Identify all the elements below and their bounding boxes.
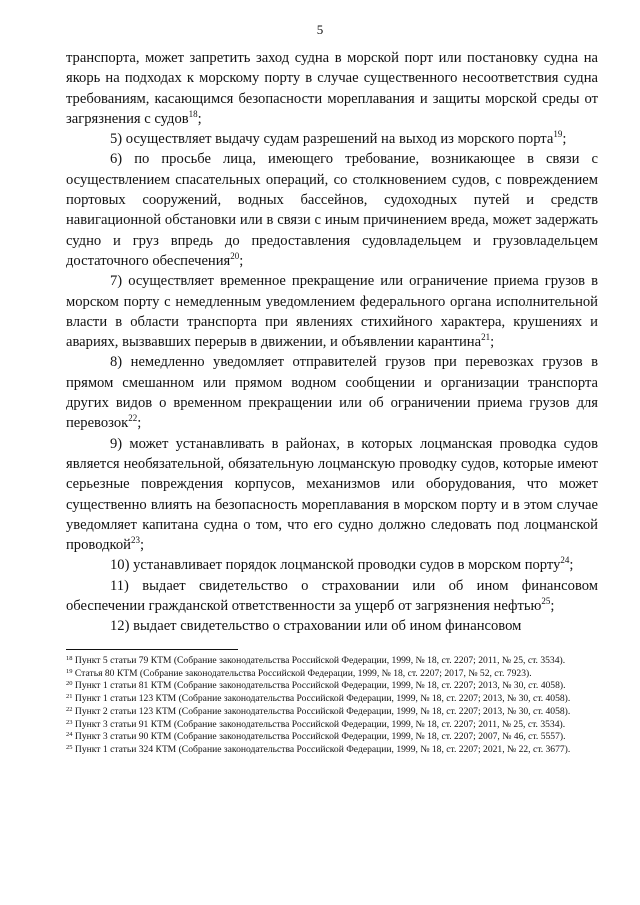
footnote: $^{23}$ Пункт 3 статьи 91 КТМ (Собрание законодательства Российской Федерации, 1999, № 18, ст. 2207; 2011, № 25, ст. 3534). bbox=[66, 718, 566, 730]
footnote-ref[interactable]: 18 bbox=[188, 108, 198, 119]
list-item: 11) выдает свидетельство о страховании или об ином финансовом обеспечении гражданской ответственности за ущерб от загрязнения нефтью$^{25}$; bbox=[66, 577, 598, 615]
footnote-ref[interactable]: 23 bbox=[130, 535, 140, 546]
footnote: $^{25}$ Пункт 1 статьи 324 КТМ (Собрание законодательства Российской Федерации, 1999, № 18, ст. 2207; 2021, № 22, ст. 3677). bbox=[66, 743, 571, 755]
paragraph-continuation: транспорта, может запретить заход судна в морской порт или постановку судна на якорь на подходах к морскому порту в случае существенного несоответствия судна требованиям, касающимся безопасности мореплавания и защиты морской среды от загрязнения с судов$^{18}$; bbox=[66, 50, 598, 127]
page-number: 5 bbox=[316, 22, 324, 37]
footnote-ref[interactable]: 25 bbox=[541, 596, 551, 607]
footnote-divider bbox=[66, 649, 238, 650]
list-item: 9) может устанавливать в районах, в которых лоцманская проводка судов является необязательной, обязательную лоцманскую проводку судов, которые имеют серьезные повреждения корпусов, механизмов или оборудования, что может существенно влиять на безопасность мореплавания в морском порту и в этом случае уведомляет капитана судна о том, что его судно должно следовать под лоцманской проводкой$^{23}$; bbox=[66, 435, 598, 554]
footnote: $^{20}$ Пункт 1 статьи 81 КТМ (Собрание законодательства Российской Федерации, 1999, № 18, ст. 2207; 2013, № 30, ст. 4058). bbox=[66, 680, 566, 692]
footnote: $^{18}$ Пункт 5 статьи 79 КТМ (Собрание законодательства Российской Федерации, 1999, № 18, ст. 2207; 2011, № 25, ст. 3534). bbox=[66, 655, 566, 666]
footnote: $^{21}$ Пункт 1 статьи 123 КТМ (Собрание законодательства Российской Федерации, 1999, № 18, ст. 2207; 2013, № 30, ст. 4058). bbox=[66, 693, 571, 705]
footnote-ref[interactable]: 22 bbox=[128, 413, 138, 424]
footnote-ref[interactable]: 19 bbox=[553, 129, 563, 140]
list-item: 8) немедленно уведомляет отправителей грузов при перевозках грузов в прямом смешанном или прямом водном сообщении и организации транспорта других видов о временном прекращении или об ограничении приема грузов для перевозок$^{22}$; bbox=[66, 354, 598, 432]
footnotes bbox=[66, 655, 598, 757]
footnote: $^{24}$ Пункт 3 статьи 90 КТМ (Собрание законодательства Российской Федерации, 1999, № 18, ст. 2207; 2007, № 46, ст. 5557). bbox=[66, 731, 566, 743]
footnote-ref[interactable]: 21 bbox=[481, 332, 491, 343]
footnote: $^{19}$ Статья 80 КТМ (Собрание законодательства Российской Федерации, 1999, № 18, ст. 2207; 2017, № 52, ст. 7923). bbox=[66, 667, 532, 679]
list-item: 10) устанавливает порядок лоцманской проводки судов в морском порту$^{24}$; bbox=[110, 555, 574, 574]
list-item: 6) по просьбе лица, имеющего требование, возникающее в связи с осуществлением спасательных операций, со столкновением судов, с повреждением портовых сооружений, водных бассейнов, судоходных путей и средств навигационной обстановки или в связи с иным причинением вреда, может задержать судно и груз впредь до предоставления судовладельцем и грузовладельцем достаточного обеспечения$^{20}$; bbox=[66, 151, 598, 269]
footnote-ref[interactable]: 20 bbox=[230, 250, 240, 261]
list-item: 12) выдает свидетельство о страховании или об ином финансовом bbox=[110, 618, 522, 635]
footnote-ref[interactable]: 24 bbox=[560, 555, 570, 566]
footnote: $^{22}$ Пункт 2 статьи 123 КТМ (Собрание законодательства Российской Федерации, 1999, № 18, ст. 2207; 2013, № 30, ст. 4058). bbox=[66, 705, 571, 717]
list-item: 5) осуществляет выдачу судам разрешений на выход из морского порта$^{19}$; bbox=[110, 129, 567, 148]
list-item: 7) осуществляет временное прекращение или ограничение приема грузов в морском порту с немедленным уведомлением федерального органа исполнительной власти в области транспорта при явлениях стихийного характера, крушениях и авариях, вызвавших перерыв в движении, и объявлении карантина$^{21}$; bbox=[66, 273, 598, 351]
body-text bbox=[66, 48, 598, 637]
